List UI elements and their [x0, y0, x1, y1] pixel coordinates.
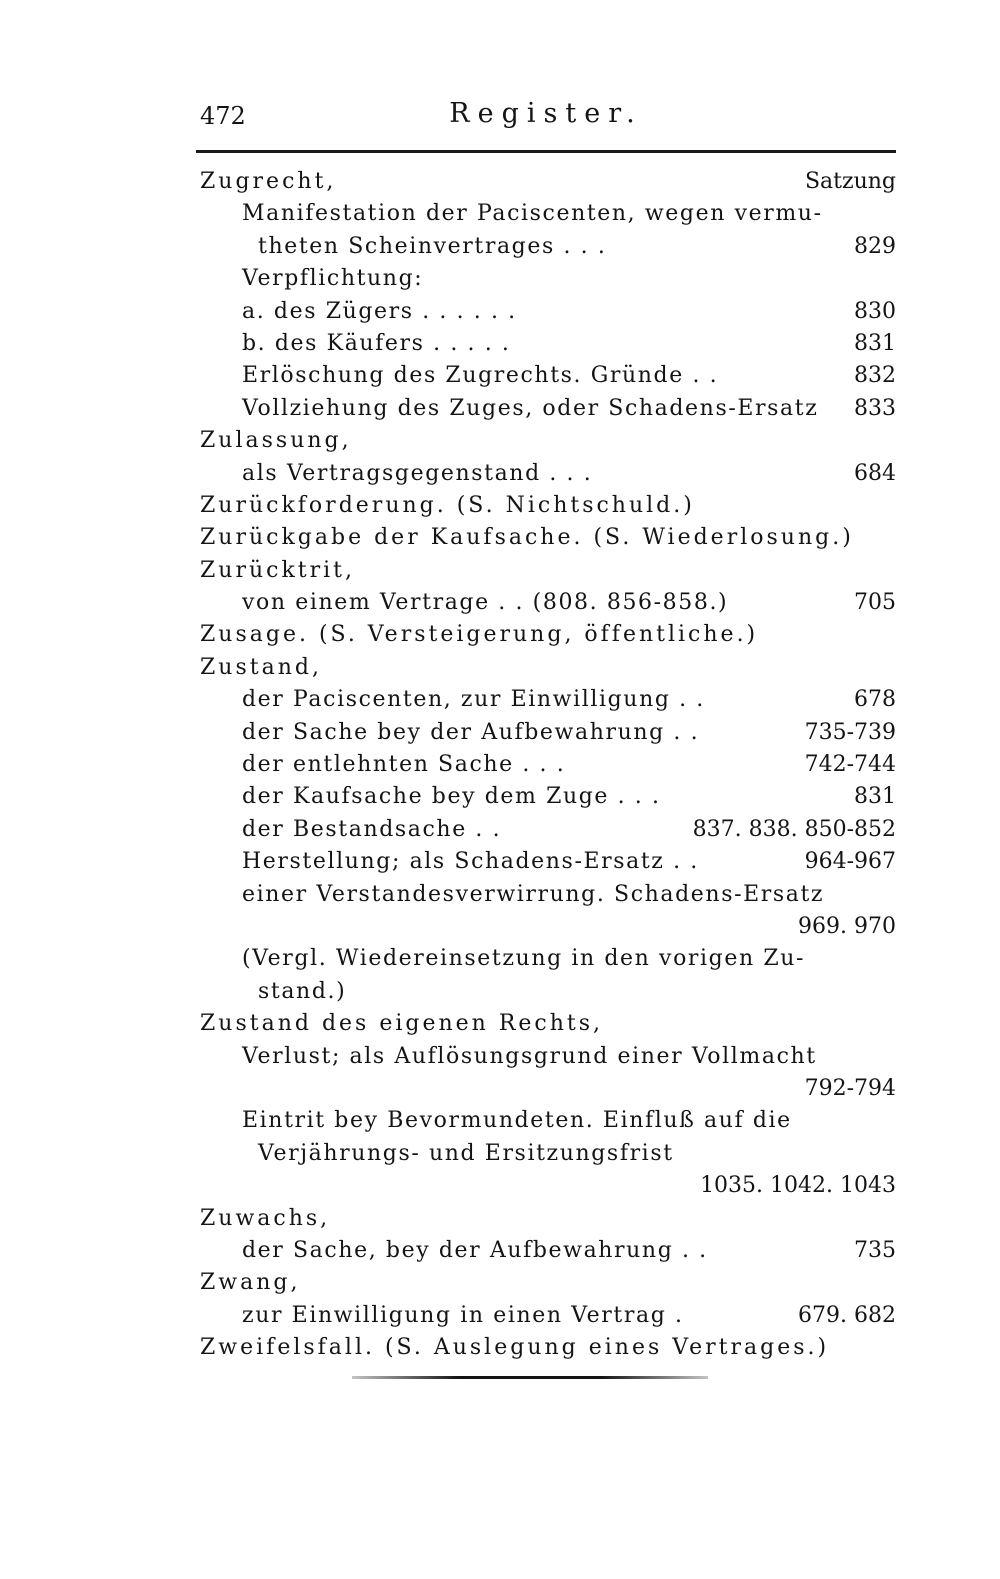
register-subentry-line — [196, 1170, 896, 1202]
register-subentry-line — [196, 781, 896, 813]
register-subentry-line — [196, 296, 896, 328]
entry-text: Zuwachs, — [200, 1205, 331, 1231]
register-entries — [196, 166, 896, 1364]
register-subentry-line — [196, 198, 896, 230]
register-headword-line — [196, 619, 896, 651]
register-headword-line — [196, 1203, 896, 1235]
register-headword-line — [196, 522, 896, 554]
entry-text: Manifestation der Paciscenten, wegen vermu- — [242, 201, 823, 227]
entry-text: Zurücktrit, — [200, 557, 356, 583]
entry-text: Verjährungs- und Ersitzungsfrist — [258, 1140, 674, 1166]
entry-reference: 831 — [854, 330, 896, 356]
entry-text: (Vergl. Wiedereinsetzung in den vorigen Zu- — [242, 946, 806, 972]
entry-reference: 964-967 — [804, 849, 896, 875]
register-headword-line — [196, 166, 896, 198]
entry-reference: 678 — [854, 687, 896, 713]
register-subentry-line — [196, 263, 896, 295]
entry-reference: 735-739 — [804, 719, 896, 745]
entry-text: Zurückforderung. (S. Nichtschuld.) — [200, 492, 695, 518]
register-headword-line — [196, 555, 896, 587]
entry-text: der Bestandsache . . — [242, 816, 502, 842]
entry-reference: 742-744 — [804, 752, 896, 778]
register-subentry-line — [196, 976, 896, 1008]
register-headword-line — [196, 652, 896, 684]
entry-text: der Paciscenten, zur Einwilligung . . — [242, 687, 705, 713]
entry-text: der Kaufsache bey dem Zuge . . . — [242, 784, 661, 810]
register-subentry-line — [196, 587, 896, 619]
entry-text: der entlehnten Sache . . . — [242, 752, 566, 778]
entry-text: einer Verstandesverwirrung. Schadens-Ersatz — [242, 881, 825, 907]
register-subentry-line — [196, 231, 896, 263]
entry-text: zur Einwilligung in einen Vertrag . — [242, 1302, 684, 1328]
entry-text: theten Scheinvertrages . . . — [258, 233, 607, 259]
register-subentry-line — [196, 846, 896, 878]
entry-text: Zustand des eigenen Rechts, — [200, 1011, 604, 1037]
page-header — [196, 96, 896, 142]
register-subentry-line — [196, 911, 896, 943]
entry-reference: 679. 682 — [798, 1302, 896, 1328]
entry-reference: Satzung — [804, 169, 896, 194]
entry-text: stand.) — [258, 978, 347, 1004]
entry-reference: 735 — [854, 1237, 896, 1263]
register-headword-line — [196, 425, 896, 457]
entry-text: Zustand, — [200, 654, 322, 680]
entry-text: Zurückgabe der Kaufsache. (S. Wiederlosung.) — [200, 525, 854, 551]
header-rule — [196, 150, 896, 153]
entry-reference: 1035. 1042. 1043 — [700, 1173, 896, 1199]
closing-rule — [352, 1376, 708, 1379]
entry-reference: 684 — [854, 460, 896, 486]
entry-text: Verpflichtung: — [242, 266, 424, 292]
entry-reference: 832 — [854, 363, 896, 389]
entry-text: Vollziehung des Zuges, oder Schadens-Ersatz — [242, 395, 819, 421]
entry-reference: 833 — [854, 395, 896, 421]
entry-text: Zulassung, — [200, 428, 352, 454]
register-headword-line — [196, 490, 896, 522]
entry-text: Verlust; als Auflösungsgrund einer Vollmacht — [242, 1043, 817, 1069]
entry-reference: 792-794 — [804, 1075, 896, 1101]
register-subentry-line — [196, 328, 896, 360]
entry-text: Zugrecht, — [200, 169, 337, 194]
entry-text: Eintrit bey Bevormundeten. Einfluß auf die — [242, 1108, 792, 1134]
register-subentry-line — [196, 1235, 896, 1267]
register-headword-line — [196, 1008, 896, 1040]
register-subentry-line — [196, 749, 896, 781]
entry-reference: 829 — [854, 233, 896, 259]
running-title: Register. — [449, 98, 643, 129]
register-subentry-line — [196, 943, 896, 975]
page-number: 472 — [200, 102, 246, 130]
register-subentry-line — [196, 1138, 896, 1170]
entry-text: Zusage. (S. Versteigerung, öffentliche.) — [200, 622, 759, 648]
register-subentry-line — [196, 1300, 896, 1332]
entry-text: Zweifelsfall. (S. Auslegung eines Vertrages.) — [200, 1335, 830, 1361]
entry-reference: 837. 838. 850-852 — [692, 816, 896, 842]
entry-text: Herstellung; als Schadens-Ersatz . . — [242, 849, 699, 875]
register-subentry-line — [196, 360, 896, 392]
register-subentry-line — [196, 814, 896, 846]
register-subentry-line — [196, 684, 896, 716]
entry-reference: 705 — [854, 590, 896, 616]
register-subentry-line — [196, 1105, 896, 1137]
entry-reference: 969. 970 — [798, 913, 896, 939]
entry-text: von einem Vertrage . . (808. 856-858.) — [242, 590, 729, 616]
entry-text: b. des Käufers . . . . . — [242, 330, 511, 356]
entry-text: der Sache bey der Aufbewahrung . . — [242, 719, 700, 745]
register-subentry-line — [196, 717, 896, 749]
register-subentry-line — [196, 393, 896, 425]
register-subentry-line — [196, 458, 896, 490]
register-headword-line — [196, 1267, 896, 1299]
entry-reference: 831 — [854, 784, 896, 810]
entry-text: Zwang, — [200, 1270, 301, 1296]
register-subentry-line — [196, 879, 896, 911]
register-headword-line — [196, 1332, 896, 1364]
entry-reference: 830 — [854, 298, 896, 324]
register-subentry-line — [196, 1041, 896, 1073]
entry-text: als Vertragsgegenstand . . . — [242, 460, 593, 486]
register-subentry-line — [196, 1073, 896, 1105]
entry-text: a. des Zügers . . . . . . — [242, 298, 517, 324]
entry-text: der Sache, bey der Aufbewahrung . . — [242, 1237, 708, 1263]
entry-text: Erlöschung des Zugrechts. Gründe . . — [242, 363, 719, 389]
